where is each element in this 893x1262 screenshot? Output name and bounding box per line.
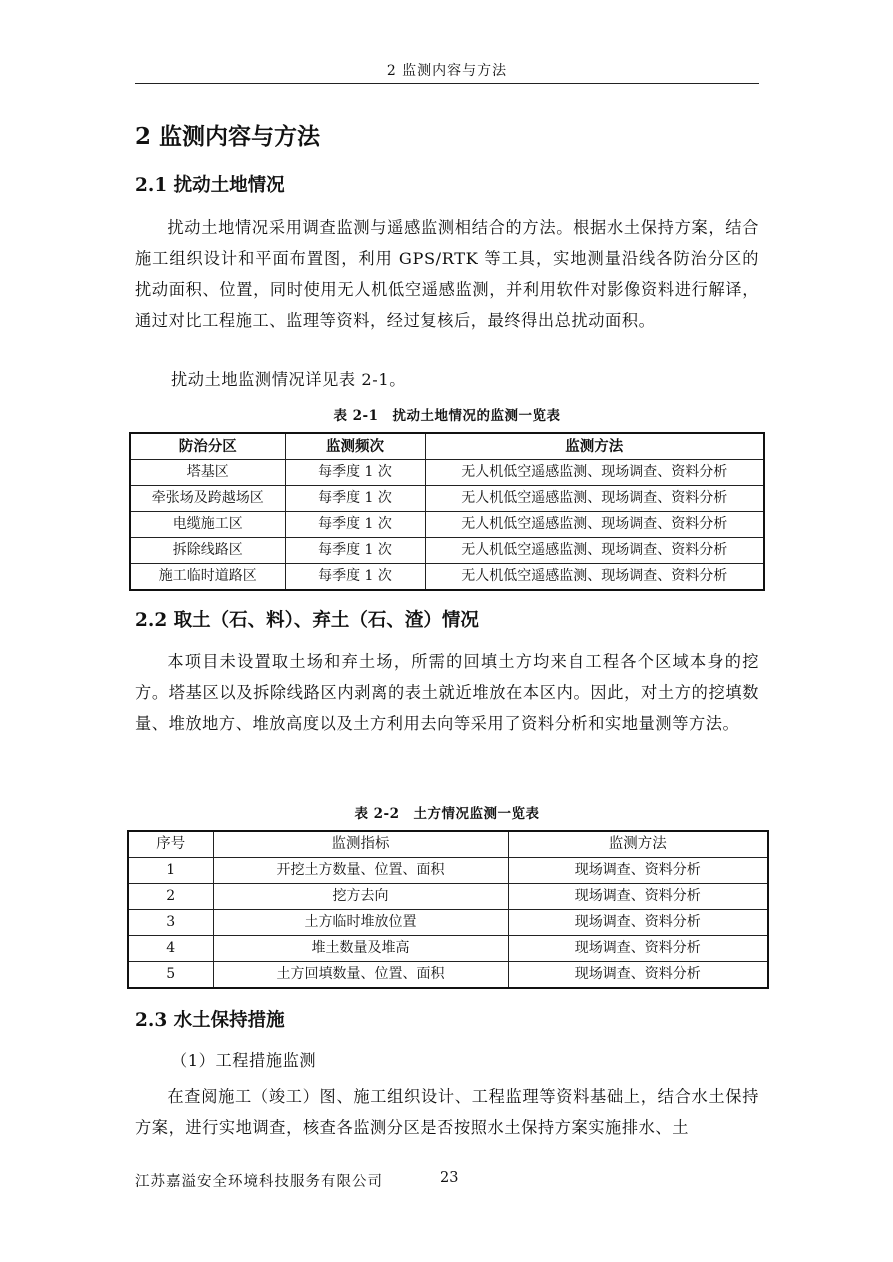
table-header-cell: 监测方法 bbox=[425, 433, 764, 460]
table-row bbox=[130, 486, 764, 512]
table-cell: 挖方去向 bbox=[213, 884, 508, 910]
table-cell: 每季度 1 次 bbox=[285, 486, 425, 512]
table-cell: 每季度 1 次 bbox=[285, 512, 425, 538]
table-cell: 堆土数量及堆高 bbox=[213, 936, 508, 962]
table-cell: 施工临时道路区 bbox=[130, 564, 285, 591]
section-2-2-paragraph: 本项目未设置取土场和弃土场，所需的回填土方均来自工程各个区域本身的挖方。塔基区以及拆除线路区内剥离的表土就近堆放在本区内。因此，对土方的挖填数量、堆放地方、堆放高度以及土方利用去向等采用了资料分析和实地量测等方法。 bbox=[135, 652, 759, 733]
table-header-row bbox=[128, 831, 768, 858]
section-2-1-title: 2.1 扰动土地情况 bbox=[135, 175, 285, 196]
table-cell: 现场调查、资料分析 bbox=[508, 884, 768, 910]
table-header-cell: 序号 bbox=[128, 831, 213, 858]
table-header-cell: 防治分区 bbox=[130, 433, 285, 460]
table-cell: 1 bbox=[128, 858, 213, 884]
table-cell: 每季度 1 次 bbox=[285, 460, 425, 486]
table-cell: 现场调查、资料分析 bbox=[508, 936, 768, 962]
footer-company: 江苏嘉溢安全环境科技服务有限公司 bbox=[135, 1174, 383, 1190]
table-row bbox=[128, 910, 768, 936]
section-2-3-item: （1）工程措施监测 bbox=[171, 1051, 317, 1070]
table-cell: 土方临时堆放位置 bbox=[213, 910, 508, 936]
table-cell: 无人机低空遥感监测、现场调查、资料分析 bbox=[425, 538, 764, 564]
table-2-1-caption: 表 2-1 扰动土地情况的监测一览表 bbox=[333, 408, 561, 424]
table-cell: 无人机低空遥感监测、现场调查、资料分析 bbox=[425, 486, 764, 512]
table-row bbox=[128, 884, 768, 910]
table-header-row bbox=[130, 433, 764, 460]
table-cell: 现场调查、资料分析 bbox=[508, 962, 768, 989]
table-cell: 3 bbox=[128, 910, 213, 936]
table-row bbox=[130, 564, 764, 591]
table-cell: 2 bbox=[128, 884, 213, 910]
table-row bbox=[130, 538, 764, 564]
table-cell: 4 bbox=[128, 936, 213, 962]
section-2-1-paragraph: 扰动土地情况采用调查监测与遥感监测相结合的方法。根据水土保持方案，结合施工组织设计和平面布置图，利用 GPS/RTK 等工具，实地测量沿线各防治分区的扰动面积、位置，同时使用无人机低空遥感监测，并利用软件对影像资料进行解译，通过对比工程施工、监理等资料，经过复核后，最终得出总扰动面积。 bbox=[135, 218, 759, 330]
table-cell: 拆除线路区 bbox=[130, 538, 285, 564]
table-row bbox=[130, 460, 764, 486]
table-2-2-caption: 表 2-2 土方情况监测一览表 bbox=[354, 806, 540, 822]
table-cell: 每季度 1 次 bbox=[285, 538, 425, 564]
table-cell: 土方回填数量、位置、面积 bbox=[213, 962, 508, 989]
table-row bbox=[130, 512, 764, 538]
table-cell: 牵张场及跨越场区 bbox=[130, 486, 285, 512]
section-2-3-title: 2.3 水土保持措施 bbox=[135, 1010, 285, 1031]
section-2-3-paragraph: 在查阅施工（竣工）图、施工组织设计、工程监理等资料基础上，结合水土保持方案，进行实地调查，核查各监测分区是否按照水土保持方案实施排水、土 bbox=[135, 1087, 759, 1137]
table-cell: 现场调查、资料分析 bbox=[508, 910, 768, 936]
table-row bbox=[128, 962, 768, 989]
header-rule bbox=[135, 83, 759, 84]
chapter-title: 2 监测内容与方法 bbox=[135, 123, 321, 150]
table-cell: 5 bbox=[128, 962, 213, 989]
table-cell: 每季度 1 次 bbox=[285, 564, 425, 591]
table-cell: 无人机低空遥感监测、现场调查、资料分析 bbox=[425, 460, 764, 486]
running-header: 2 监测内容与方法 bbox=[386, 63, 508, 79]
table-header-cell: 监测指标 bbox=[213, 831, 508, 858]
table-row bbox=[128, 936, 768, 962]
section-2-1-note: 扰动土地监测情况详见表 2-1。 bbox=[171, 370, 407, 389]
table-cell: 无人机低空遥感监测、现场调查、资料分析 bbox=[425, 512, 764, 538]
table-2-2 bbox=[127, 830, 769, 989]
table-cell: 无人机低空遥感监测、现场调查、资料分析 bbox=[425, 564, 764, 591]
table-cell: 现场调查、资料分析 bbox=[508, 858, 768, 884]
table-cell: 塔基区 bbox=[130, 460, 285, 486]
table-row bbox=[128, 858, 768, 884]
page-number: 23 bbox=[440, 1170, 459, 1186]
table-cell: 电缆施工区 bbox=[130, 512, 285, 538]
table-header-cell: 监测方法 bbox=[508, 831, 768, 858]
table-2-1 bbox=[129, 432, 765, 591]
table-header-cell: 监测频次 bbox=[285, 433, 425, 460]
table-cell: 开挖土方数量、位置、面积 bbox=[213, 858, 508, 884]
section-2-2-title: 2.2 取土（石、料）、弃土（石、渣）情况 bbox=[135, 610, 479, 631]
